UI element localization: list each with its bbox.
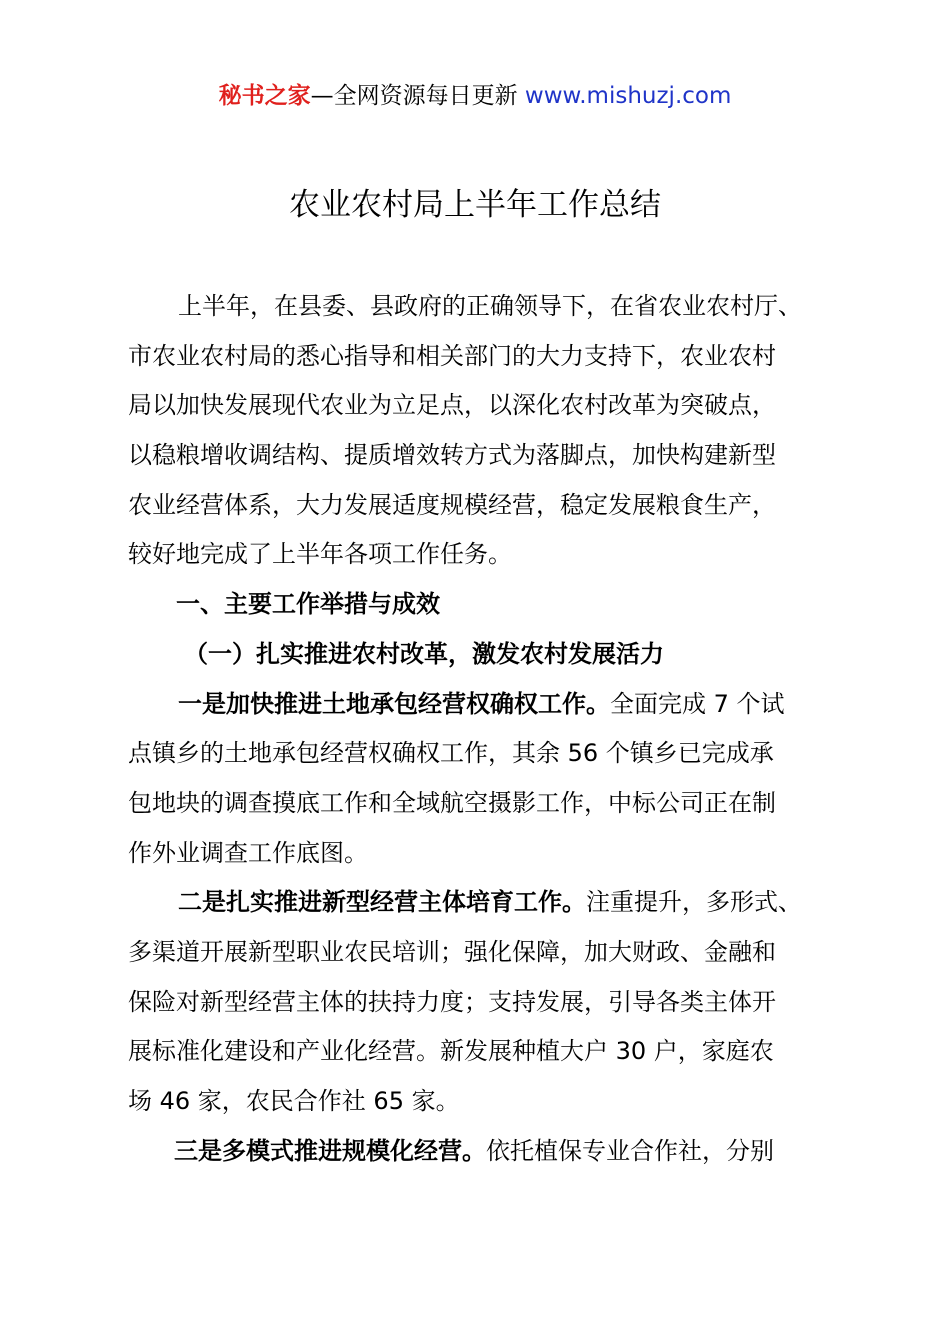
intro-line: 以稳粮增收调结构、提质增效转方式为落脚点，加快构建新型 xyxy=(128,441,776,470)
item-1-line: 作外业调查工作底图。 xyxy=(128,838,368,867)
document-title: 农业农村局上半年工作总结 xyxy=(289,187,661,223)
item-2-lead: 二是扎实推进新型经营主体培育工作。 xyxy=(178,888,586,917)
subsection-heading: （一）扎实推进农村改革，激发农村发展活力 xyxy=(184,639,664,668)
intro-line: 较好地完成了上半年各项工作任务。 xyxy=(128,540,512,569)
item-2-text: 注重提升，多形式、 xyxy=(586,888,802,917)
header-tagline: —全网资源每日更新 xyxy=(310,83,525,109)
site-url[interactable]: www.mishuzj.com xyxy=(524,83,732,109)
brand-name: 秘书之家 xyxy=(218,83,311,109)
item-2-line: 多渠道开展新型职业农民培训；强化保障，加大财政、金融和 xyxy=(128,937,776,966)
item-2-line: 场 46 家，农民合作社 65 家。 xyxy=(128,1087,460,1115)
intro-line: 局以加快发展现代农业为立足点，以深化农村改革为突破点， xyxy=(128,391,776,420)
item-3-text: 依托植保专业合作社，分别 xyxy=(486,1136,774,1165)
document-body xyxy=(128,282,828,1176)
intro-line: 市农业农村局的悉心指导和相关部门的大力支持下，农业农村 xyxy=(128,341,776,370)
site-header xyxy=(0,81,950,111)
item-2-first-line xyxy=(128,878,828,928)
item-1-line: 包地块的调查摸底工作和全域航空摄影工作，中标公司正在制 xyxy=(128,788,776,817)
item-2-line: 展标准化建设和产业化经营。新发展种植大户 30 户，家庭农 xyxy=(128,1037,774,1066)
item-3-first-line xyxy=(128,1127,828,1177)
item-1-lead: 一是加快推进土地承包经营权确权工作。 xyxy=(178,689,610,718)
item-1-text: 全面完成 7 个试 xyxy=(610,689,785,718)
section-heading: 一、主要工作举措与成效 xyxy=(176,590,440,619)
item-1-line: 点镇乡的土地承包经营权确权工作，其余 56 个镇乡已完成承 xyxy=(128,739,774,768)
item-3-lead: 三是多模式推进规模化经营。 xyxy=(174,1136,486,1165)
intro-line: 上半年，在县委、县政府的正确领导下，在省农业农村厅、 xyxy=(178,292,802,320)
intro-line: 农业经营体系，大力发展适度规模经营，稳定发展粮食生产， xyxy=(128,490,776,519)
item-2-line: 保险对新型经营主体的扶持力度；支持发展，引导各类主体开 xyxy=(128,987,776,1016)
item-1-first-line xyxy=(128,680,828,730)
